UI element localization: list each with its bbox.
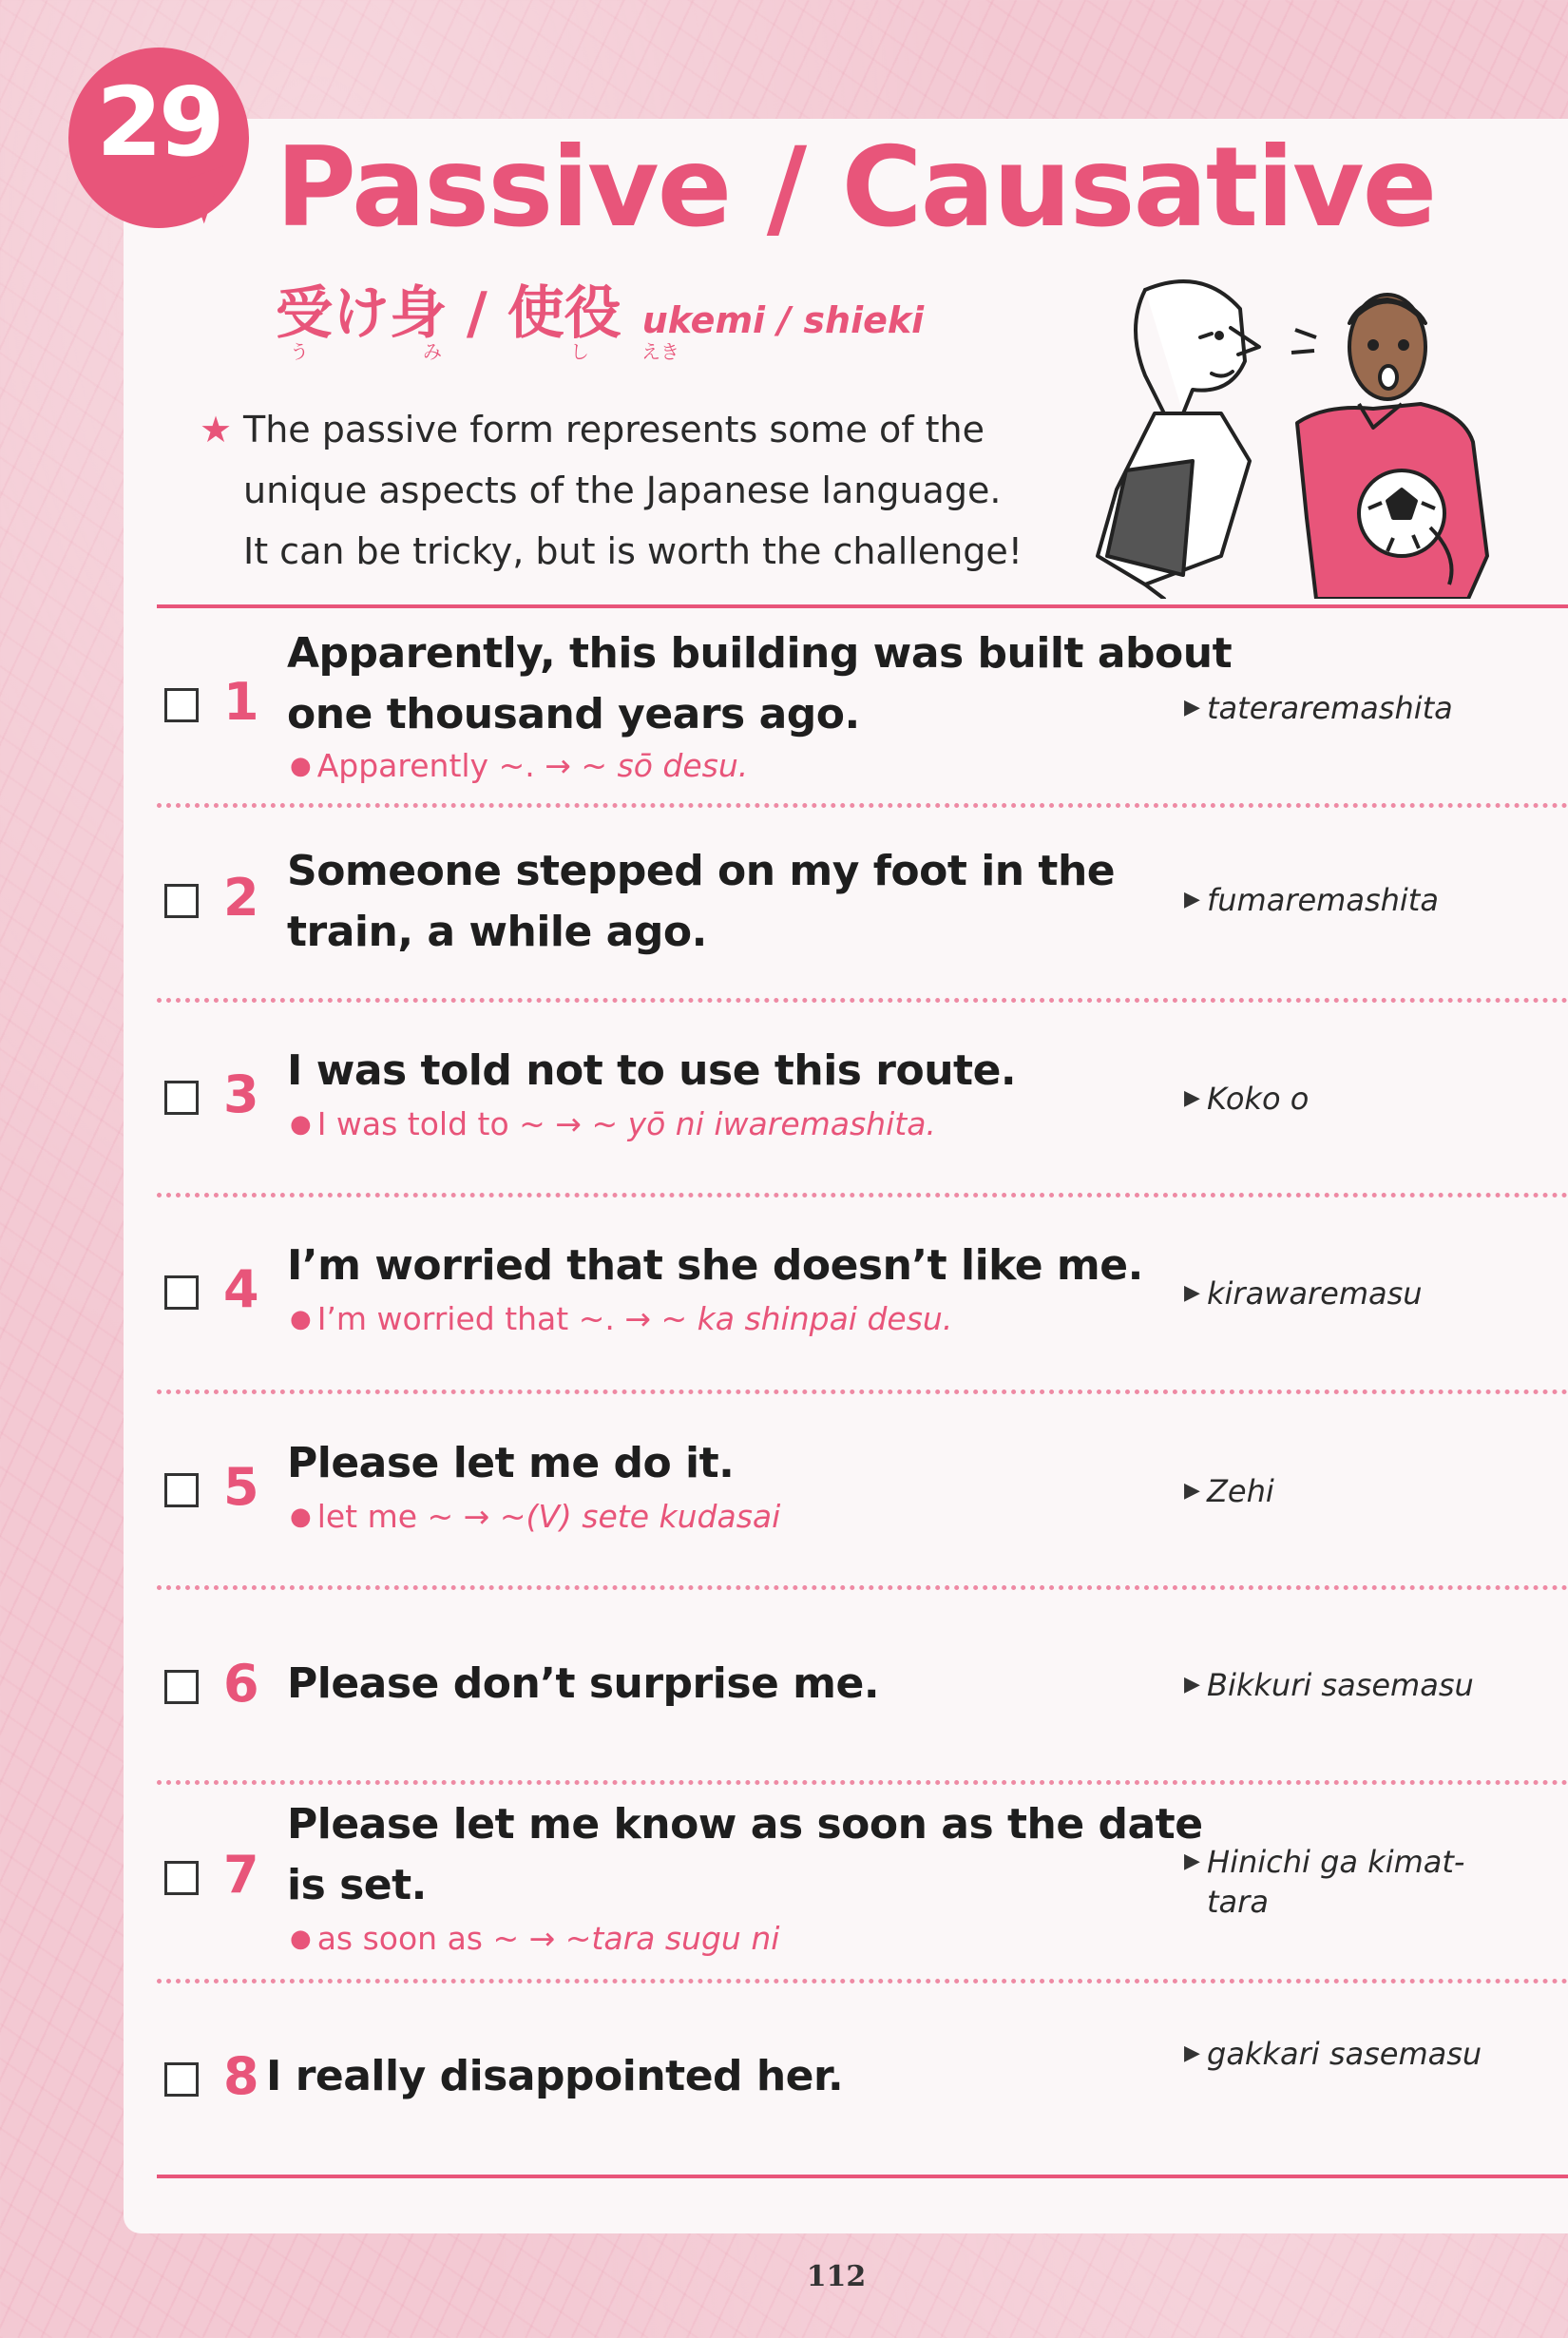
hint-japanese-5: ~(V) sete kudasai [499, 1498, 781, 1535]
item-number-1: 1 [223, 672, 259, 732]
intro-paragraph: The passive form represents some of the unique aspects of the Japanese language. It can be tricky, but is worth the challenge! [243, 409, 1023, 572]
hint-japanese-7: ~tara sugu ni [564, 1920, 780, 1957]
hint-english-5: let me ~ → [316, 1498, 490, 1535]
divider-6 [157, 1780, 1568, 1785]
divider-top [157, 604, 1568, 608]
subtitle-romaji: ukemi / shieki [641, 299, 925, 341]
triangle-icon: ▶ [1184, 1086, 1200, 1110]
item-number-4: 4 [223, 1259, 259, 1319]
checkbox-3[interactable] [164, 1081, 199, 1115]
triangle-icon: ▶ [1184, 1479, 1200, 1503]
answer-text-5: Zehi [1207, 1473, 1274, 1509]
answer-6 [1184, 1665, 1482, 1705]
answer-text-2: fumaremashita [1207, 882, 1439, 918]
answer-text-8: gakkari sasemasu [1207, 2036, 1482, 2072]
answer-text-1: tateraremashita [1207, 690, 1453, 726]
divider-bottom [157, 2175, 1568, 2178]
divider-3 [157, 1193, 1568, 1198]
english-sentence-6: Please don’t surprise me. [287, 1659, 880, 1708]
exercise-item-2 [162, 836, 1492, 988]
divider-4 [157, 1389, 1568, 1394]
exercise-item-8 [162, 2034, 1492, 2138]
checkbox-1[interactable] [164, 688, 199, 722]
bullet-icon: ● [290, 1925, 312, 1953]
answer-text-6: Bikkuri sasemasu [1207, 1667, 1474, 1703]
bullet-icon: ● [290, 1305, 312, 1333]
hint-english-1: Apparently ~. → [316, 747, 571, 784]
exercise-item-1 [162, 623, 1492, 804]
hint-japanese-3: ~ yō ni iwaremashita. [591, 1105, 936, 1142]
item-number-3: 3 [223, 1064, 259, 1124]
star-icon: ★ [200, 409, 233, 450]
item-number-7: 7 [223, 1845, 259, 1905]
answer-text-3: Koko o [1207, 1081, 1310, 1117]
hint-1 [290, 747, 748, 785]
furigana-u: う [290, 340, 309, 363]
hint-english-4: I’m worried that ~. → [316, 1300, 651, 1337]
answer-text-7: Hinichi ga kimat-tara [1207, 1844, 1465, 1920]
bullet-icon: ● [290, 1503, 312, 1531]
lesson-number: 29 [96, 67, 221, 178]
divider-7 [157, 1979, 1568, 1983]
english-sentence-8: I really disappointed her. [266, 2052, 844, 2100]
furigana-eki: えき [641, 340, 679, 363]
triangle-icon: ▶ [1184, 1673, 1200, 1696]
english-sentence-1: Apparently, this building was built about one thousand years ago. [287, 629, 1233, 738]
teacher-figure [1098, 281, 1259, 599]
intro-text [200, 399, 1055, 582]
checkbox-5[interactable] [164, 1473, 199, 1507]
hint-english-7: as soon as ~ → [316, 1920, 556, 1957]
answer-1 [1184, 688, 1482, 728]
hint-7 [290, 1920, 779, 1958]
answer-8 [1184, 2034, 1482, 2074]
english-sentence-2: Someone stepped on my foot in the train, a while ago. [287, 847, 1116, 956]
hint-japanese-4: ~ ka shinpai desu. [660, 1300, 953, 1337]
checkbox-8[interactable] [164, 2062, 199, 2097]
exercise-item-3 [162, 1041, 1492, 1174]
exercise-item-6 [162, 1654, 1492, 1749]
page-number: 112 [806, 2260, 867, 2293]
answer-3 [1184, 1079, 1482, 1119]
hint-english-3: I was told to ~ → [316, 1105, 582, 1142]
english-sentence-4: I’m worried that she doesn’t like me. [287, 1241, 1143, 1290]
item-number-6: 6 [223, 1654, 259, 1714]
subtitle-japanese: 受け身 / 使役 [276, 280, 621, 347]
triangle-icon: ▶ [1184, 2041, 1200, 2065]
hint-4 [290, 1300, 952, 1338]
illustration-teacher-student [1088, 271, 1506, 599]
divider-5 [157, 1585, 1568, 1590]
triangle-icon: ▶ [1184, 1849, 1200, 1873]
furigana-mi: み [423, 340, 442, 363]
answer-2 [1184, 880, 1482, 920]
checkbox-2[interactable] [164, 884, 199, 918]
student-figure [1291, 295, 1487, 599]
answer-7 [1184, 1842, 1482, 1922]
item-number-2: 2 [223, 868, 259, 928]
english-sentence-5: Please let me do it. [287, 1439, 735, 1487]
triangle-icon: ▶ [1184, 888, 1200, 911]
exercise-item-7 [162, 1794, 1492, 1975]
item-number-5: 5 [223, 1457, 259, 1517]
bullet-icon: ● [290, 752, 312, 780]
checkbox-4[interactable] [164, 1275, 199, 1310]
triangle-icon: ▶ [1184, 696, 1200, 719]
answer-5 [1184, 1471, 1482, 1511]
divider-1 [157, 803, 1568, 808]
bullet-icon: ● [290, 1110, 312, 1139]
answer-text-4: kirawaremasu [1207, 1275, 1423, 1312]
divider-2 [157, 998, 1568, 1003]
checkbox-6[interactable] [164, 1670, 199, 1704]
furigana [285, 336, 689, 364]
answer-4 [1184, 1274, 1482, 1313]
english-sentence-7: Please let me know as soon as the date is set. [287, 1800, 1203, 1909]
triangle-icon: ▶ [1184, 1281, 1200, 1305]
exercise-item-5 [162, 1433, 1492, 1566]
furigana-shi: し [570, 340, 589, 363]
english-sentence-3: I was told not to use this route. [287, 1046, 1017, 1095]
hint-japanese-1: ~ sō desu. [581, 747, 749, 784]
hint-3 [290, 1105, 936, 1143]
item-number-8: 8 [223, 2046, 259, 2106]
hint-5 [290, 1498, 780, 1536]
exercise-item-4 [162, 1236, 1492, 1369]
checkbox-7[interactable] [164, 1861, 199, 1895]
page-title: Passive / Causative [276, 124, 1436, 252]
